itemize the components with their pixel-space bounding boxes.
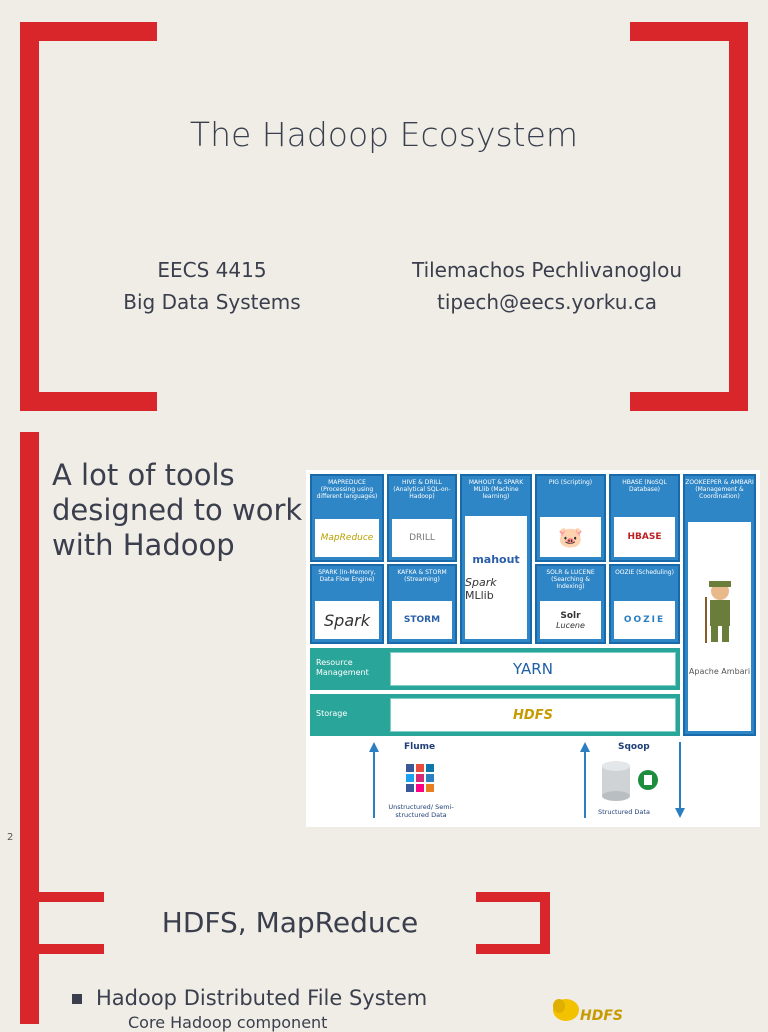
spark-logo: Spark xyxy=(315,601,379,639)
sqoop-up-arrow xyxy=(580,742,590,818)
mahout-logo-area xyxy=(465,516,527,639)
solr-logo: Solr xyxy=(560,610,581,621)
ambari-logo: Apache Ambari xyxy=(688,667,751,676)
spark-caption: SPARK (In-Memory, Data Flow Engine) xyxy=(318,569,376,583)
sqoop-title: Sqoop xyxy=(618,742,650,752)
sqoop-caption: Structured Data xyxy=(598,808,650,816)
lucene-logo: Lucene xyxy=(556,620,585,630)
bullet-marker xyxy=(72,994,82,1004)
slide-title: The Hadoop Ecosystem xyxy=(189,115,579,154)
zookeeper-caption: ZOOKEEPER & AMBARI (Management & Coordination) xyxy=(685,479,754,500)
social-media-icons xyxy=(406,764,434,792)
slide3-right-bracket-bottom xyxy=(476,944,550,954)
hadoop-ecosystem-diagram xyxy=(306,470,760,827)
spark-mllib-logo xyxy=(465,576,527,602)
bracket-left-bottom xyxy=(20,392,157,411)
ingest-arrows xyxy=(306,738,760,827)
database-icon xyxy=(602,761,630,801)
bullet-text: Hadoop Distributed File System xyxy=(96,986,428,1010)
yarn-text: YARN xyxy=(513,660,553,678)
slide-heading: A lot of tools designed to work with Hadoop xyxy=(52,458,303,562)
hdfs-text: HDFS xyxy=(513,707,553,723)
slide2-left-bar xyxy=(20,432,39,1024)
zookeeper-icon xyxy=(697,577,743,647)
hdfs-box xyxy=(390,698,676,732)
hbase-box xyxy=(609,474,680,562)
mahout-box xyxy=(460,474,532,644)
zookeeper-ambari-box xyxy=(683,474,756,736)
bracket-left-vertical xyxy=(20,22,39,411)
author-name: Tilemachos Pechlivanoglou xyxy=(411,258,683,282)
bracket-right-vertical xyxy=(729,22,748,411)
solr-caption: SOLR & LUCENE (Searching & Indexing) xyxy=(546,569,595,590)
bracket-right-bottom xyxy=(630,392,748,411)
hdfs-logo xyxy=(550,994,640,1024)
author-email: tipech@eecs.yorku.ca xyxy=(437,290,657,314)
author-info xyxy=(392,254,702,318)
mapreduce-caption: MAPREDUCE (Processing using different languages) xyxy=(316,479,378,500)
hdfs-logo-text: HDFS xyxy=(580,1008,623,1024)
sub-bullet: Core Hadoop component xyxy=(128,1013,328,1032)
resource-management-band xyxy=(310,648,680,690)
flume-caption: Unstructured/ Semi-structured Data xyxy=(388,803,454,819)
yarn-box xyxy=(390,652,676,686)
mapreduce-logo: MapReduce xyxy=(315,519,379,557)
mllib-logo-text: MLlib xyxy=(465,589,494,602)
kafka-storm-box xyxy=(387,564,457,644)
slide-title: HDFS, MapReduce xyxy=(161,906,419,939)
slide3-right-bracket-top xyxy=(476,892,550,902)
mahout-logo: mahout xyxy=(472,553,520,566)
oozie-caption: OOZIE (Scheduling) xyxy=(615,569,674,576)
spark-logo-text: Spark xyxy=(465,576,497,589)
hdfs-elephant-icon xyxy=(550,994,580,1024)
hive-drill-box xyxy=(387,474,457,562)
oozie-logo: OOZIE xyxy=(614,601,675,639)
oozie-box xyxy=(609,564,680,644)
hive-drill-caption: HIVE & DRILL (Analytical SQL-on-Hadoop) xyxy=(393,479,451,500)
slide3-left-bracket-top xyxy=(20,892,104,902)
spark-box xyxy=(310,564,384,644)
excel-icon xyxy=(638,770,658,790)
kafka-caption: KAFKA & STORM (Streaming) xyxy=(397,569,447,583)
sqoop-down-arrow xyxy=(675,742,685,818)
storage-band xyxy=(310,694,680,736)
hbase-caption: HBASE (NoSQL Database) xyxy=(622,479,667,493)
pig-caption: PIG (Scripting) xyxy=(548,479,593,486)
hbase-logo: HBASE xyxy=(614,517,675,557)
storage-label: Storage xyxy=(316,709,348,718)
solr-lucene-box xyxy=(535,564,606,644)
zookeeper-logo-area xyxy=(688,522,751,731)
bracket-left-top xyxy=(20,22,157,41)
solr-lucene-logo xyxy=(540,601,601,639)
pig-logo: 🐷 xyxy=(540,517,601,557)
pig-box xyxy=(535,474,606,562)
bullet-item xyxy=(72,986,427,1010)
course-name: Big Data Systems xyxy=(123,290,301,314)
drill-logo: DRILL xyxy=(392,519,452,557)
course-code: EECS 4415 xyxy=(157,258,267,282)
mahout-caption: MAHOUT & SPARK MLlib (Machine learning) xyxy=(468,479,524,500)
mapreduce-box xyxy=(310,474,384,562)
storm-logo: STORM xyxy=(392,601,452,639)
page-number: 2 xyxy=(7,832,14,843)
course-info xyxy=(92,254,332,318)
flume-title: Flume xyxy=(404,742,436,752)
resource-label: Resource Management xyxy=(316,658,369,677)
slide3-left-bracket-bottom xyxy=(39,944,104,954)
